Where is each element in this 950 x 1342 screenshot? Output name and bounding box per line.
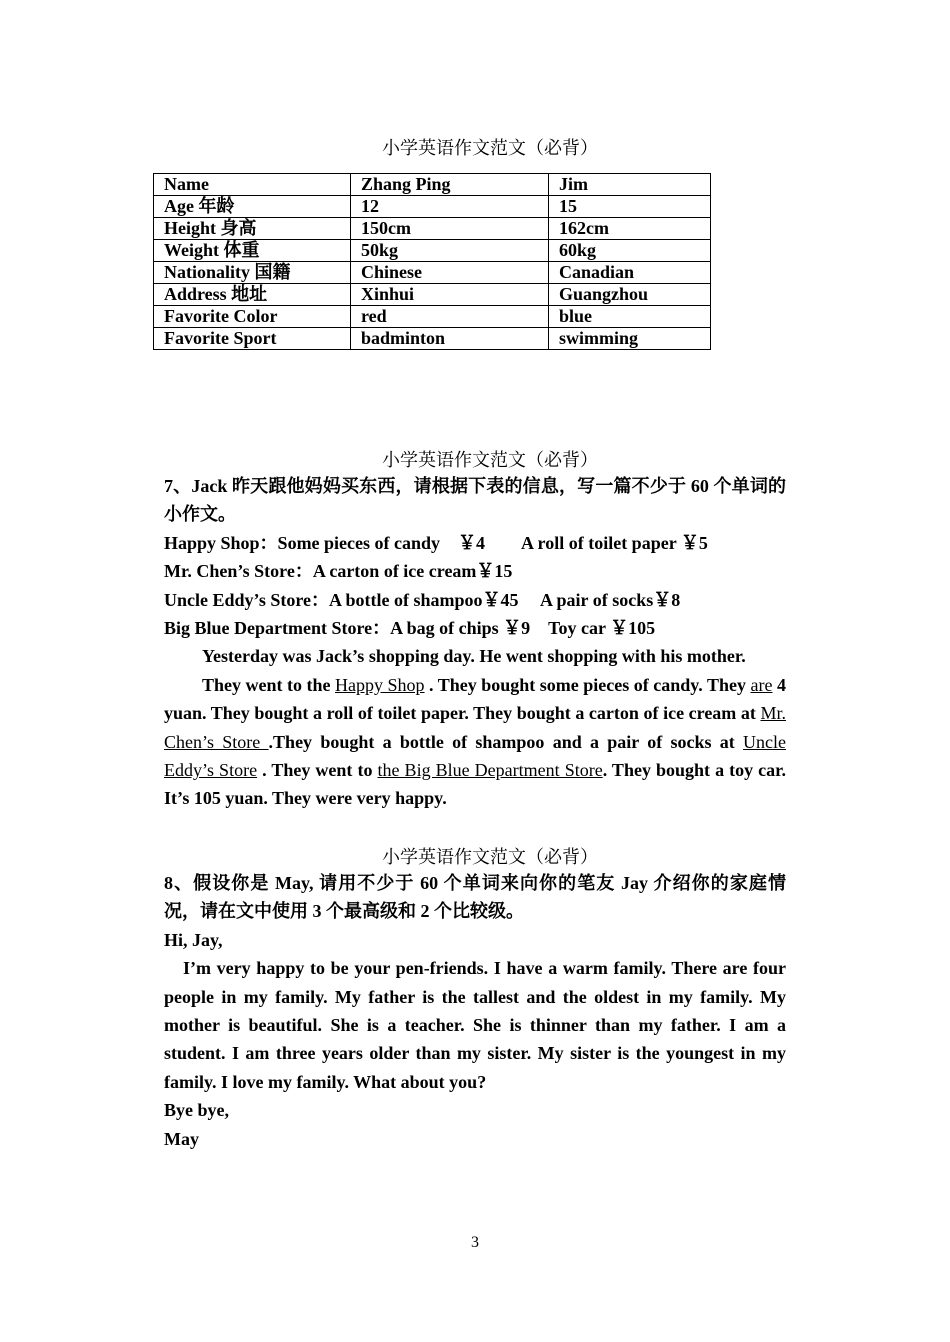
question-prompt: 8、假设你是 May, 请用不少于 60 个单词来向你的笔友 Jay 介绍你的家庭情况，请在文中使用 3 个最高级和 2 个比较级。 (164, 873, 786, 922)
table-cell: Zhang Ping (351, 174, 549, 196)
table-cell: Xinhui (351, 284, 549, 306)
letter-body: I’m very happy to be your pen-friends. I have a warm family. There are four people in my family. My father is the tallest and the oldest in my family. My mother is beautiful. She is a teacher. She is thinner than my father. I am a student. I am three years older than my sister. My sister is the youngest in my family. I love my family. What about you? (164, 958, 786, 1092)
underlined-answer: are (750, 674, 773, 695)
table-row (154, 284, 711, 306)
essay-text: They went to the (202, 674, 336, 695)
essay-text: .They bought a bottle of shampoo and a pair of socks at (268, 731, 744, 752)
table-row (154, 306, 711, 328)
essay-paragraph (164, 671, 786, 813)
underlined-answer: Happy Shop (335, 674, 425, 695)
table-cell: 162cm (549, 218, 711, 240)
table-cell: Address 地址 (154, 284, 351, 306)
table-cell: Chinese (351, 262, 549, 284)
table-row (154, 240, 711, 262)
table-cell: Height 身高 (154, 218, 351, 240)
shop-line: Uncle Eddy’s Store：A bottle of shampoo￥45 A pair of socks￥8 (164, 589, 681, 610)
table-cell: badminton (351, 328, 549, 350)
table-row (154, 262, 711, 284)
table-cell: 60kg (549, 240, 711, 262)
underlined-answer: Mr. Chen’s Store (164, 703, 786, 752)
underlined-answer: Uncle Eddy’s Store (164, 731, 787, 781)
table-cell: 15 (549, 196, 711, 218)
info-table (153, 173, 711, 350)
table-cell: red (351, 306, 549, 328)
essay-block-jack (164, 472, 786, 813)
essay-text: 4 yuan. They bought a roll of toilet paper. They bought a carton of ice cream at (164, 674, 787, 724)
table-cell: Guangzhou (549, 284, 711, 306)
table-cell: Name (154, 174, 351, 196)
page-number: 3 (471, 1234, 479, 1251)
table-cell: swimming (549, 328, 711, 350)
table-cell: Age 年龄 (154, 196, 351, 218)
table-row (154, 218, 711, 240)
letter-closing: Bye bye, (164, 1100, 229, 1121)
section-title: 小学英语作文范文（必背） (382, 450, 598, 470)
shop-line: Mr. Chen’s Store：A carton of ice cream￥15 (164, 561, 513, 582)
table-cell: 150cm (351, 218, 549, 240)
essay-block-may (164, 869, 786, 1153)
table-cell: Jim (549, 174, 711, 196)
essay-text: . They bought some pieces of candy. They (424, 674, 751, 695)
underlined-answer: the Big Blue Department Store (377, 760, 603, 781)
table-cell: Weight 体重 (154, 240, 351, 262)
section-title: 小学英语作文范文（必背） (382, 138, 598, 158)
table-cell: Favorite Color (154, 306, 351, 328)
essay-text: . They bought a toy car. It’s 105 yuan. They were very happy. (164, 760, 787, 809)
letter-greeting: Hi, Jay, (164, 929, 223, 950)
table-cell: 12 (351, 196, 549, 218)
shop-line: Big Blue Department Store：A bag of chips ￥9 Toy car ￥105 (164, 618, 656, 639)
question-prompt: 7、Jack 昨天跟他妈妈买东西，请根据下表的信息，写一篇不少于 60 个单词的小作文。 (164, 476, 786, 525)
table-row (154, 328, 711, 350)
essay-text: . They went to (257, 760, 378, 781)
table-cell: Nationality 国籍 (154, 262, 351, 284)
shop-line: Happy Shop：Some pieces of candy ￥4 A roll of toilet paper ￥5 (164, 532, 708, 553)
table-cell: blue (549, 306, 711, 328)
table-cell: Favorite Sport (154, 328, 351, 350)
table-row (154, 174, 711, 196)
table-row (154, 196, 711, 218)
letter-signature: May (164, 1128, 199, 1149)
essay-line: Yesterday was Jack’s shopping day. He went shopping with his mother. (202, 646, 746, 667)
table-cell: 50kg (351, 240, 549, 262)
table-cell: Canadian (549, 262, 711, 284)
section-title: 小学英语作文范文（必背） (382, 847, 598, 867)
